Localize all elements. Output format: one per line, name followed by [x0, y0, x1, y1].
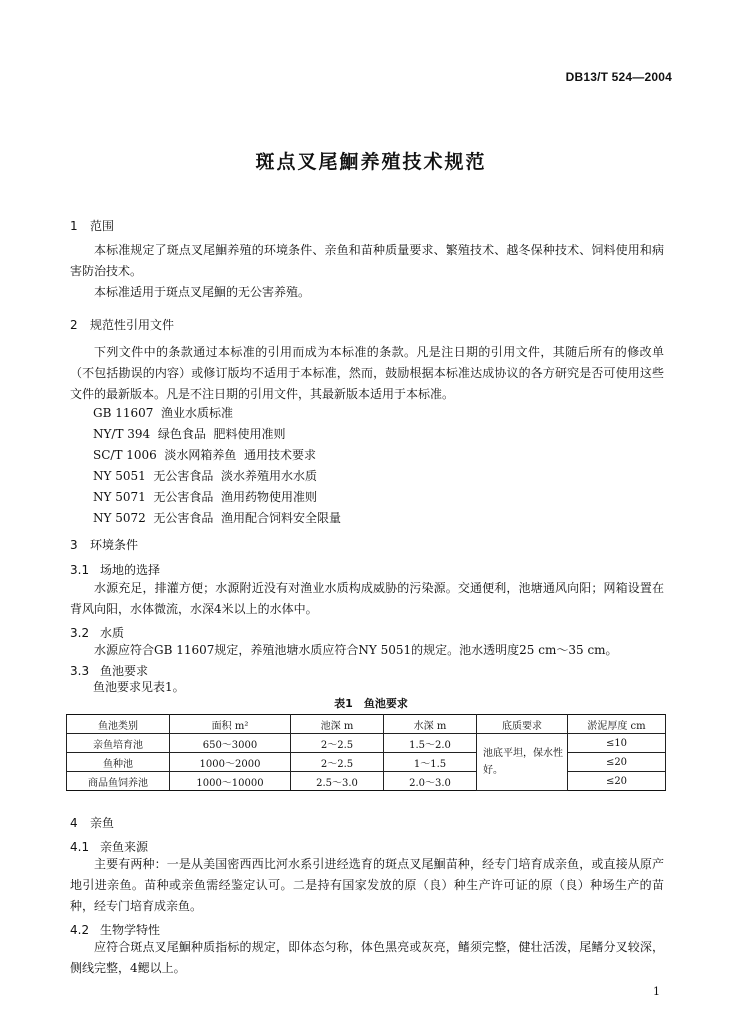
table-cell: 1000～2000 [170, 753, 291, 772]
subsection-title: 场地的选择 [100, 563, 161, 577]
section-3-2-heading [70, 624, 124, 641]
table-cell: 2～2.5 [291, 734, 384, 753]
subsection-number: 4.1 [70, 840, 90, 854]
table-cell: 商品鱼饲养池 [67, 772, 170, 791]
table-cell: ≤20 [568, 772, 666, 791]
section-4-2-heading [70, 921, 160, 938]
section-4-1-heading [70, 838, 148, 855]
column-header: 池深 m [291, 715, 384, 734]
section-3-3-paragraph: 鱼池要求见表1。 [93, 680, 185, 694]
table-row [67, 753, 666, 772]
table-cell: 亲鱼培育池 [67, 734, 170, 753]
table-cell-bottom-requirement: 池底平坦，保水性好。 [477, 734, 568, 791]
table-cell: 1～1.5 [384, 753, 477, 772]
reference-item: NY/T 394 绿色食品 肥料使用准则 [93, 427, 286, 441]
column-header: 底质要求 [477, 715, 568, 734]
document-title: 斑点叉尾鮰养殖技术规范 [255, 151, 487, 173]
table-cell: 650～3000 [170, 734, 291, 753]
subsection-number: 4.2 [70, 923, 90, 937]
section-4-1-paragraph: 主要有两种：一是从美国密西西比河水系引进经选育的斑点叉尾鮰苗种，经专门培育成亲鱼，或直接从原产地引进亲鱼。苗种或亲鱼需经鉴定认可。二是持有国家发放的原（良）种生产许可证的原（良）种场生产的苗种，经专门培育成亲鱼。 [70, 857, 664, 913]
table-cell: 1.5～2.0 [384, 734, 477, 753]
section-2-paragraph: 下列文件中的条款通过本标准的引用而成为本标准的条款。凡是注日期的引用文件，其随后所有的修改单（不包括勘误的内容）或修订版均不适用于本标准，然而，鼓励根据本标准达成协议的各方研究是否可使用这些文件的最新版本。凡是不注日期的引用文件，其最新版本适用于本标准。 [70, 345, 664, 401]
table-cell: 2～2.5 [291, 753, 384, 772]
table-row [67, 734, 666, 753]
column-header: 面积 m² [170, 715, 291, 734]
table-cell: 鱼种池 [67, 753, 170, 772]
reference-item: NY 5051 无公害食品 淡水养殖用水水质 [93, 469, 318, 483]
reference-item: NY 5072 无公害食品 渔用配合饲料安全限量 [93, 511, 342, 525]
reference-item: GB 11607 渔业水质标准 [93, 406, 234, 420]
pond-requirements-table [66, 714, 666, 791]
section-number: 3 [70, 538, 78, 552]
subsection-title: 水质 [100, 626, 125, 640]
section-3-heading [70, 536, 138, 553]
table-cell: ≤20 [568, 753, 666, 772]
reference-item: NY 5071 无公害食品 渔用药物使用准则 [93, 490, 318, 504]
table-cell: 2.0～3.0 [384, 772, 477, 791]
table-caption: 表1 鱼池要求 [334, 697, 408, 710]
subsection-number: 3.1 [70, 563, 90, 577]
section-1-heading [70, 217, 114, 234]
section-4-2-paragraph: 应符合斑点叉尾鮰种质指标的规定，即体态匀称，体色黑亮或灰亮，鳍须完整，健壮活泼，尾鳍分叉较深，侧线完整，4鳃以上。 [70, 940, 664, 975]
column-header: 水深 m [384, 715, 477, 734]
subsection-title: 生物学特性 [100, 923, 161, 937]
section-title: 亲鱼 [90, 816, 115, 830]
section-1-paragraph-2: 本标准适用于斑点叉尾鮰的无公害养殖。 [94, 285, 311, 299]
subsection-title: 鱼池要求 [100, 664, 149, 678]
section-3-1-paragraph: 水源充足，排灌方便；水源附近没有对渔业水质构成威胁的污染源。交通便利，池塘通风向阳；网箱设置在背风向阳，水体微流，水深4米以上的水体中。 [70, 581, 664, 616]
column-header: 鱼池类别 [67, 715, 170, 734]
column-header: 淤泥厚度 cm [568, 715, 666, 734]
table-cell: ≤10 [568, 734, 666, 753]
table-cell: 1000～10000 [170, 772, 291, 791]
section-2-heading [70, 316, 174, 333]
section-3-2-paragraph: 水源应符合GB 11607规定，养殖池塘水质应符合NY 5051的规定。池水透明度25 cm～35 cm。 [94, 643, 618, 657]
subsection-number: 3.3 [70, 664, 90, 678]
subsection-title: 亲鱼来源 [100, 840, 149, 854]
table-header-row [67, 715, 666, 734]
section-number: 2 [70, 318, 78, 332]
section-number: 4 [70, 816, 78, 830]
table-row [67, 772, 666, 791]
section-4-heading [70, 814, 114, 831]
standard-code: DB13/T 524—2004 [565, 70, 672, 84]
table-cell: 2.5～3.0 [291, 772, 384, 791]
section-1-paragraph-1: 本标准规定了斑点叉尾鮰养殖的环境条件、亲鱼和苗种质量要求、繁殖技术、越冬保种技术、饲料使用和病害防治技术。 [70, 243, 664, 278]
section-title: 规范性引用文件 [90, 318, 175, 332]
section-title: 范围 [90, 219, 115, 233]
section-title: 环境条件 [90, 538, 139, 552]
section-3-1-heading [70, 561, 160, 578]
page-number: 1 [653, 985, 660, 998]
reference-item: SC/T 1006 淡水网箱养鱼 通用技术要求 [93, 448, 317, 462]
section-number: 1 [70, 219, 78, 233]
subsection-number: 3.2 [70, 626, 90, 640]
